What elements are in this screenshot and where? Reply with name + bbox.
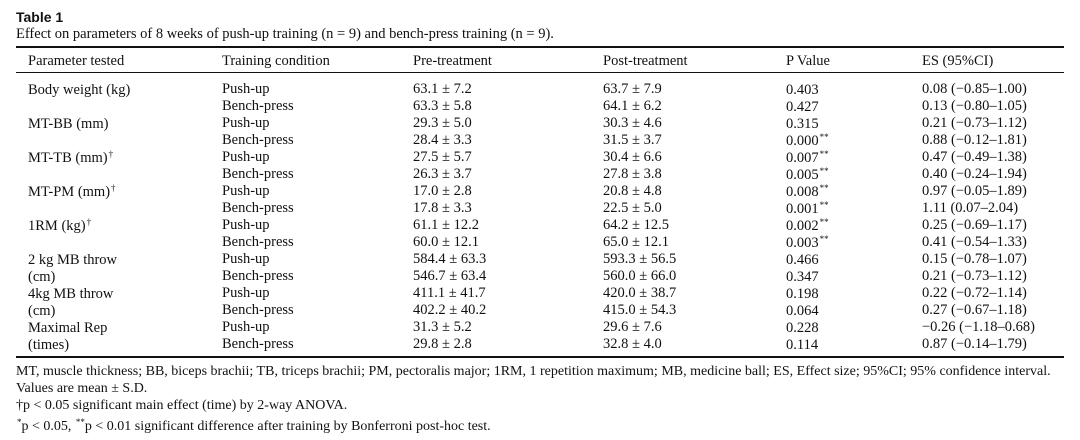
cell-condition-text: Bench-press	[222, 336, 294, 352]
cell-condition-text: Bench-press	[222, 234, 294, 250]
cell-post-text: 415.0 ± 54.3	[603, 302, 677, 318]
table-label: Table 1	[16, 9, 64, 25]
cell-pvalue-text: 0.114	[786, 337, 819, 353]
cell-parameter	[28, 336, 70, 354]
table-row	[0, 132, 1080, 149]
cell-parameter-text: (times)	[28, 337, 70, 353]
cell-post	[603, 200, 662, 217]
note-significance	[16, 414, 1066, 435]
header-pvalue: P Value	[786, 53, 830, 69]
cell-pvalue-text: 0.403	[786, 82, 819, 98]
cell-es	[922, 217, 1027, 234]
cell-post	[603, 319, 662, 336]
cell-es-text: 0.87 (−0.14–1.79)	[922, 336, 1027, 352]
cell-pre	[413, 285, 486, 302]
cell-post-text: 27.8 ± 3.8	[603, 166, 662, 182]
cell-condition-text: Push-up	[222, 81, 270, 97]
cell-pvalue	[786, 336, 819, 354]
cell-post-text: 30.3 ± 4.6	[603, 115, 662, 131]
table-row	[0, 302, 1080, 319]
table-row	[0, 98, 1080, 115]
cell-post	[603, 166, 662, 183]
cell-parameter	[28, 149, 113, 167]
cell-parameter	[28, 115, 109, 133]
note-abbreviations: MT, muscle thickness; BB, biceps brachii; TB, triceps brachii; PM, pectoralis major; 1RM, 1 repetition maximum; MB, medicine ball; ES, Effect size; 95%CI; 95% confidence interval. Values are mean ± S.D.	[16, 364, 1051, 396]
cell-condition-text: Push-up	[222, 251, 270, 267]
cell-es	[922, 81, 1027, 98]
cell-pvalue-text: 0.003	[786, 235, 819, 251]
cell-parameter-text: 1RM (kg)	[28, 218, 86, 234]
cell-post-text: 63.7 ± 7.9	[603, 81, 662, 97]
cell-condition-text: Push-up	[222, 183, 270, 199]
cell-pre	[413, 336, 472, 353]
cell-condition-text: Push-up	[222, 115, 270, 131]
cell-es	[922, 234, 1027, 251]
cell-condition	[222, 115, 270, 132]
cell-es-text: 0.25 (−0.69–1.17)	[922, 217, 1027, 233]
cell-es-text: 0.97 (−0.05–1.89)	[922, 183, 1027, 199]
cell-condition	[222, 183, 270, 200]
cell-pre	[413, 183, 472, 200]
table-row	[0, 285, 1080, 302]
cell-parameter	[28, 234, 29, 252]
cell-post	[603, 183, 662, 200]
cell-condition	[222, 81, 270, 98]
cell-condition-text: Bench-press	[222, 302, 294, 318]
cell-pre-text: 411.1 ± 41.7	[413, 285, 486, 301]
cell-pvalue	[786, 302, 820, 320]
cell-pre	[413, 217, 479, 234]
cell-pvalue-text: 0.001	[786, 201, 819, 217]
cell-pre-text: 17.8 ± 3.3	[413, 200, 472, 216]
cell-es	[922, 268, 1027, 285]
cell-parameter	[28, 98, 29, 116]
header-rule	[16, 72, 1064, 73]
cell-pvalue-text: 0.005	[786, 167, 819, 183]
table-row	[0, 200, 1080, 217]
cell-pvalue	[786, 234, 829, 252]
cell-condition-text: Bench-press	[222, 166, 294, 182]
cell-post	[603, 268, 676, 285]
cell-post	[603, 285, 676, 302]
cell-post	[603, 234, 669, 251]
table-row	[0, 319, 1080, 336]
cell-post	[603, 251, 676, 268]
cell-condition	[222, 166, 294, 183]
cell-es-text: 0.21 (−0.73–1.12)	[922, 268, 1027, 284]
cell-pvalue-mark: **	[819, 132, 829, 142]
cell-parameter-text: 4kg MB throw	[28, 286, 114, 302]
table-row	[0, 217, 1080, 234]
cell-pvalue-text: 0.198	[786, 286, 819, 302]
cell-condition	[222, 268, 294, 285]
cell-pvalue-text: 0.002	[786, 218, 819, 234]
cell-post-text: 22.5 ± 5.0	[603, 200, 662, 216]
table-row	[0, 251, 1080, 268]
header-post: Post-treatment	[603, 53, 688, 69]
cell-post-text: 29.6 ± 7.6	[603, 319, 662, 335]
cell-pre	[413, 132, 472, 149]
cell-parameter-mark: †	[108, 149, 114, 159]
cell-condition	[222, 98, 294, 115]
table-notes	[16, 363, 1066, 435]
cell-es	[922, 200, 1018, 217]
cell-parameter-mark: †	[86, 217, 92, 227]
cell-pre-text: 17.0 ± 2.8	[413, 183, 472, 199]
cell-pre	[413, 115, 472, 132]
cell-pre-text: 402.2 ± 40.2	[413, 302, 487, 318]
cell-pre	[413, 149, 472, 166]
cell-es-text: 1.11 (0.07–2.04)	[922, 200, 1019, 216]
cell-parameter-text: (cm)	[28, 269, 56, 285]
cell-parameter-text: Body weight (kg)	[28, 82, 131, 98]
cell-pre-text: 63.1 ± 7.2	[413, 81, 472, 97]
table-row	[0, 115, 1080, 132]
cell-pvalue	[786, 81, 820, 99]
cell-es-text: 0.21 (−0.73–1.12)	[922, 115, 1027, 131]
cell-condition-text: Bench-press	[222, 200, 294, 216]
cell-pre-text: 63.3 ± 5.8	[413, 98, 472, 114]
cell-parameter-mark: †	[111, 183, 116, 193]
cell-condition	[222, 234, 294, 251]
cell-parameter-text: MT-TB (mm)	[28, 150, 108, 166]
cell-parameter	[28, 251, 118, 269]
cell-pvalue	[786, 200, 829, 218]
header-condition: Training condition	[222, 53, 330, 69]
bottom-rule	[16, 356, 1064, 358]
cell-post	[603, 81, 662, 98]
cell-pvalue-text: 0.347	[786, 269, 819, 285]
cell-pvalue	[786, 115, 820, 133]
note-double-star-text: p < 0.01 significant difference after training by Bonferroni post-hoc test.	[84, 419, 491, 434]
cell-es	[922, 166, 1027, 183]
top-rule	[16, 46, 1064, 48]
table-row	[0, 149, 1080, 166]
note-star-mark: *	[17, 417, 22, 427]
cell-pre	[413, 166, 472, 183]
cell-post	[603, 115, 662, 132]
cell-pvalue-text: 0.228	[786, 320, 819, 336]
cell-condition	[222, 200, 294, 217]
cell-pvalue-mark: **	[819, 217, 829, 227]
cell-post-text: 65.0 ± 12.1	[603, 234, 669, 250]
cell-parameter-text: 2 kg MB throw	[28, 252, 118, 268]
cell-pre	[413, 251, 486, 268]
table-row	[0, 234, 1080, 251]
cell-pre-text: 61.1 ± 12.2	[413, 217, 479, 233]
cell-pre-text: 546.7 ± 63.4	[413, 268, 487, 284]
cell-pre-text: 27.5 ± 5.7	[413, 149, 472, 165]
cell-pvalue	[786, 285, 820, 303]
header-parameter: Parameter tested	[28, 53, 125, 69]
cell-condition	[222, 251, 270, 268]
table-row	[0, 183, 1080, 200]
cell-pvalue-mark: **	[819, 183, 829, 193]
cell-pvalue	[786, 319, 820, 337]
cell-condition	[222, 149, 270, 166]
header-es: ES (95%CI)	[922, 53, 994, 69]
cell-es	[922, 319, 1035, 336]
cell-pvalue	[786, 166, 829, 184]
cell-pre	[413, 319, 472, 336]
cell-parameter	[28, 183, 116, 201]
cell-pvalue	[786, 251, 820, 269]
cell-pre-text: 60.0 ± 12.1	[413, 234, 479, 250]
cell-es	[922, 115, 1027, 132]
table-row	[0, 81, 1080, 98]
cell-pre	[413, 98, 472, 115]
table-row	[0, 336, 1080, 353]
cell-condition-text: Bench-press	[222, 98, 294, 114]
cell-es-text: 0.41 (−0.54–1.33)	[922, 234, 1027, 250]
cell-condition	[222, 285, 270, 302]
cell-es	[922, 149, 1027, 166]
cell-post	[603, 149, 662, 166]
cell-es-text: 0.47 (−0.49–1.38)	[922, 149, 1027, 165]
cell-condition-text: Push-up	[222, 149, 270, 165]
cell-pvalue	[786, 183, 829, 201]
cell-parameter-text: Maximal Rep	[28, 320, 108, 336]
cell-pre-text: 584.4 ± 63.3	[413, 251, 487, 267]
cell-parameter	[28, 166, 29, 184]
cell-pre-text: 31.3 ± 5.2	[413, 319, 472, 335]
cell-pre	[413, 234, 479, 251]
cell-es	[922, 132, 1027, 149]
cell-es-text: 0.40 (−0.24–1.94)	[922, 166, 1027, 182]
cell-pvalue-text: 0.427	[786, 99, 819, 115]
cell-condition	[222, 336, 294, 353]
cell-parameter	[28, 302, 56, 320]
cell-parameter	[28, 81, 131, 99]
cell-post	[603, 98, 662, 115]
cell-pvalue	[786, 98, 820, 116]
cell-condition-text: Push-up	[222, 285, 270, 301]
note-star-text: p < 0.05,	[21, 419, 75, 434]
header-pre: Pre-treatment	[413, 53, 492, 69]
cell-post-text: 560.0 ± 66.0	[603, 268, 677, 284]
cell-pvalue-text: 0.315	[786, 116, 819, 132]
cell-pvalue-text: 0.466	[786, 252, 819, 268]
cell-pvalue-text: 0.064	[786, 303, 819, 319]
cell-es-text: 0.27 (−0.67–1.18)	[922, 302, 1027, 318]
cell-parameter	[28, 132, 29, 150]
cell-parameter	[28, 200, 29, 218]
cell-post	[603, 217, 669, 234]
cell-pre-text: 26.3 ± 3.7	[413, 166, 472, 182]
cell-es	[922, 336, 1027, 353]
cell-pvalue	[786, 132, 829, 150]
cell-post-text: 420.0 ± 38.7	[603, 285, 677, 301]
cell-condition-text: Push-up	[222, 319, 270, 335]
cell-condition-text: Push-up	[222, 217, 270, 233]
cell-pvalue-text: 0.008	[786, 184, 819, 200]
cell-post-text: 32.8 ± 4.0	[603, 336, 662, 352]
table-row	[0, 166, 1080, 183]
note-dagger: †p < 0.05 significant main effect (time) by 2-way ANOVA.	[16, 398, 348, 413]
cell-parameter	[28, 285, 114, 303]
cell-es	[922, 302, 1027, 319]
cell-es-text: 0.08 (−0.85–1.00)	[922, 81, 1027, 97]
cell-post-text: 20.8 ± 4.8	[603, 183, 662, 199]
cell-parameter-text: MT-PM (mm)	[28, 184, 111, 200]
cell-post-text: 64.1 ± 6.2	[603, 98, 662, 114]
cell-condition-text: Bench-press	[222, 132, 294, 148]
cell-parameter-text: (cm)	[28, 303, 56, 319]
cell-pre-text: 28.4 ± 3.3	[413, 132, 472, 148]
cell-es-text: 0.15 (−0.78–1.07)	[922, 251, 1027, 267]
cell-condition	[222, 132, 294, 149]
cell-es-text: 0.22 (−0.72–1.14)	[922, 285, 1027, 301]
cell-post	[603, 302, 676, 319]
cell-condition-text: Bench-press	[222, 268, 294, 284]
cell-condition	[222, 302, 294, 319]
cell-es-text: 0.13 (−0.80–1.05)	[922, 98, 1027, 114]
cell-es	[922, 98, 1027, 115]
cell-pvalue	[786, 149, 829, 167]
cell-post-text: 64.2 ± 12.5	[603, 217, 669, 233]
cell-post-text: 593.3 ± 56.5	[603, 251, 677, 267]
cell-parameter	[28, 217, 91, 235]
cell-es	[922, 285, 1027, 302]
cell-parameter	[28, 268, 56, 286]
cell-post-text: 31.5 ± 3.7	[603, 132, 662, 148]
cell-pre-text: 29.3 ± 5.0	[413, 115, 472, 131]
cell-pvalue-mark: **	[819, 234, 829, 244]
cell-parameter-text: MT-BB (mm)	[28, 116, 109, 132]
cell-pvalue-text: 0.000	[786, 133, 819, 149]
cell-condition	[222, 217, 270, 234]
cell-pre	[413, 81, 472, 98]
cell-pvalue-text: 0.007	[786, 150, 819, 166]
cell-es-text: 0.88 (−0.12–1.81)	[922, 132, 1027, 148]
cell-post	[603, 336, 662, 353]
cell-condition	[222, 319, 270, 336]
note-double-star-mark: **	[75, 417, 85, 427]
cell-pre-text: 29.8 ± 2.8	[413, 336, 472, 352]
cell-pre	[413, 268, 486, 285]
table-row	[0, 268, 1080, 285]
cell-pvalue	[786, 268, 820, 286]
table-caption: Effect on parameters of 8 weeks of push-up training (n = 9) and bench-press training (n = 9).	[16, 26, 554, 42]
cell-post-text: 30.4 ± 6.6	[603, 149, 662, 165]
cell-post	[603, 132, 662, 149]
cell-pvalue-mark: **	[819, 200, 829, 210]
cell-es	[922, 251, 1027, 268]
cell-pre	[413, 200, 472, 217]
cell-pre	[413, 302, 486, 319]
cell-es-text: −0.26 (−1.18–0.68)	[922, 319, 1036, 335]
cell-es	[922, 183, 1027, 200]
cell-pvalue-mark: **	[819, 166, 829, 176]
cell-pvalue	[786, 217, 829, 235]
cell-pvalue-mark: **	[819, 149, 829, 159]
cell-parameter	[28, 319, 108, 337]
